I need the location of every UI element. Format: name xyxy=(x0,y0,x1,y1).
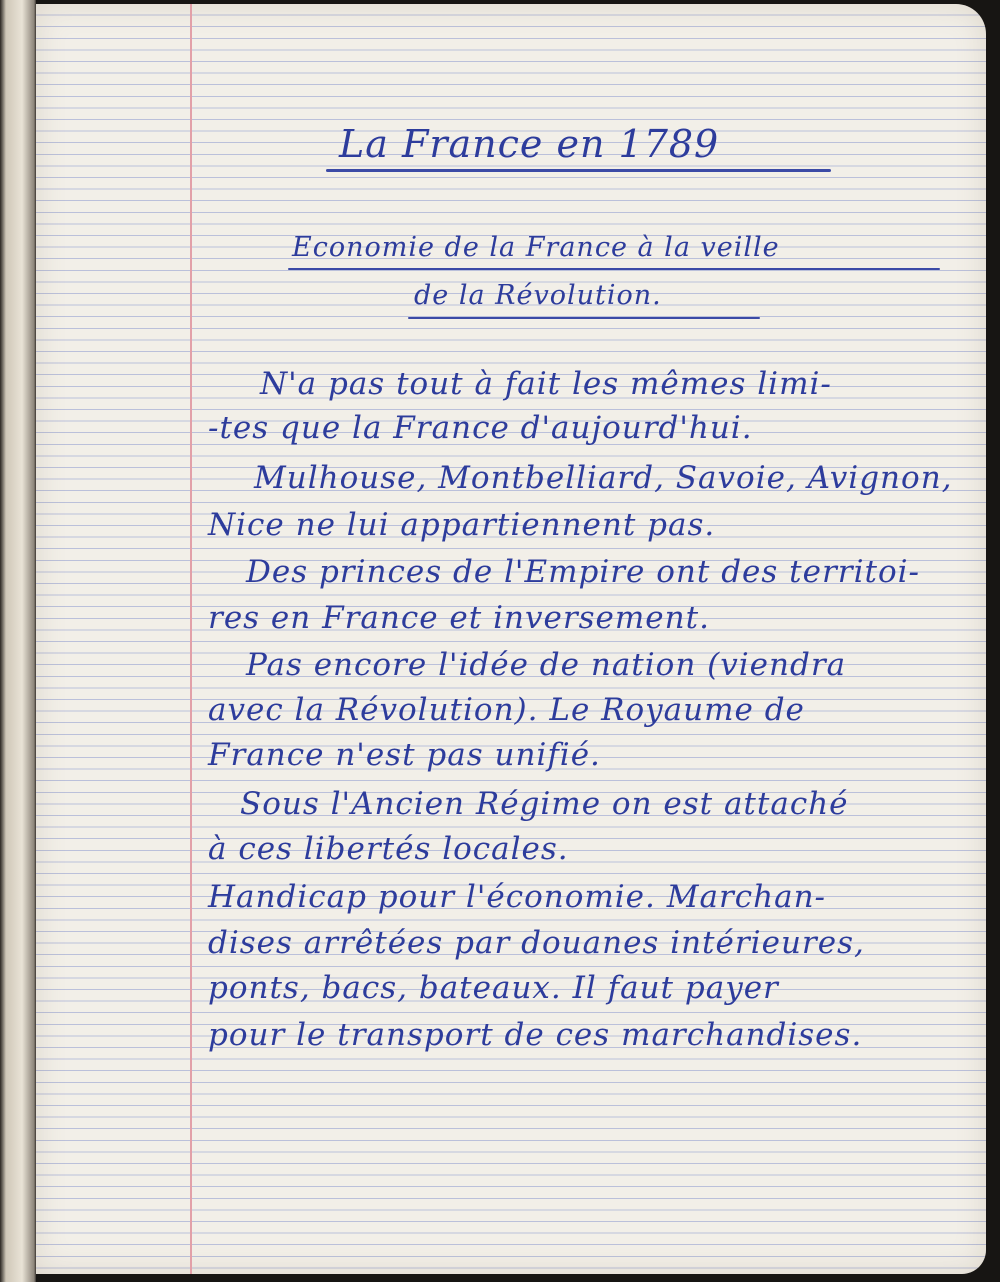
margin-line xyxy=(190,4,192,1274)
facing-page-edge xyxy=(0,0,36,1282)
subtitle-underline-2 xyxy=(408,317,760,319)
body-line: Nice ne lui appartiennent pas. xyxy=(208,507,716,543)
page-title: La France en 1789 xyxy=(339,122,720,166)
body-line: N'a pas tout à fait les mêmes limi- xyxy=(260,366,832,402)
body-line: France n'est pas unifié. xyxy=(208,737,601,773)
body-line: avec la Révolution). Le Royaume de xyxy=(208,692,805,728)
body-line: ponts, bacs, bateaux. Il faut payer xyxy=(208,970,779,1006)
subtitle-line-2: de la Révolution. xyxy=(414,280,662,311)
body-line: -tes que la France d'aujourd'hui. xyxy=(208,410,753,446)
body-line: dises arrêtées par douanes intérieures, xyxy=(208,925,865,961)
subtitle-underline-1 xyxy=(288,268,940,270)
body-line: Sous l'Ancien Régime on est attaché xyxy=(240,786,849,822)
body-line: Pas encore l'idée de nation (viendra xyxy=(246,647,847,683)
body-line: à ces libertés locales. xyxy=(208,831,569,867)
body-line: Handicap pour l'économie. Marchan- xyxy=(208,879,827,915)
subtitle-line-1: Economie de la France à la veille xyxy=(292,232,780,263)
title-underline xyxy=(326,169,831,172)
body-line: Mulhouse, Montbelliard, Savoie, Avignon, xyxy=(254,460,953,496)
body-line: Des princes de l'Empire ont des territoi- xyxy=(246,554,921,590)
notebook-page xyxy=(36,4,986,1274)
body-line: pour le transport de ces marchandises. xyxy=(208,1017,863,1053)
body-line: res en France et inversement. xyxy=(208,600,710,636)
